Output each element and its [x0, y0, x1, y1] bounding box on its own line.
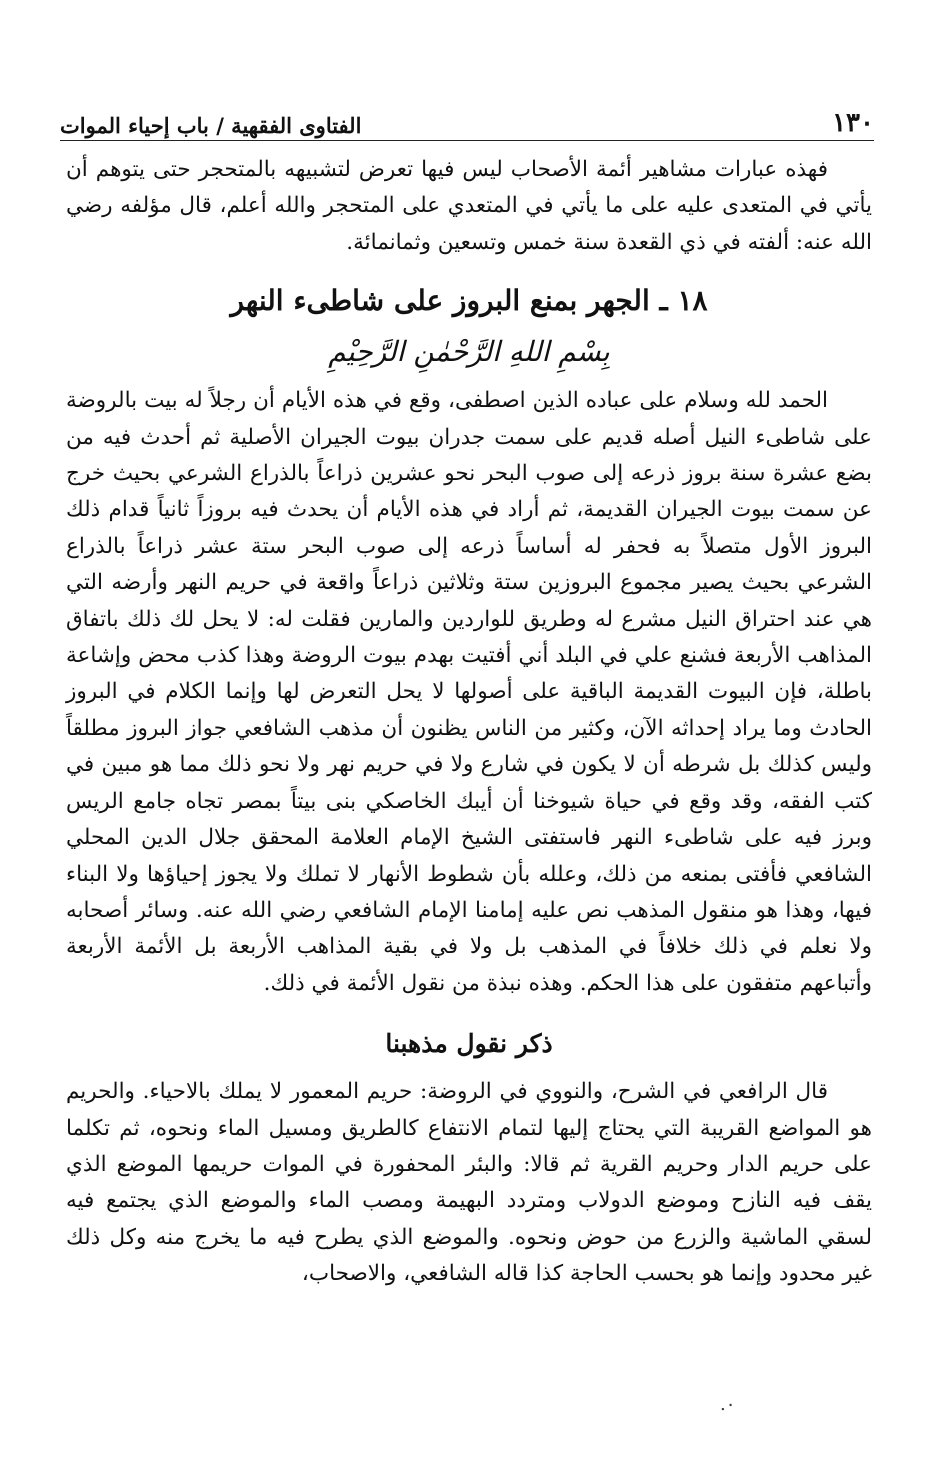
page-content [66, 152, 872, 1293]
page-number: ١٣٠ [832, 108, 874, 138]
section-heading: ١٨ ـ الجهر بمنع البروز على شاطىء النهر [230, 284, 708, 318]
final-paragraph: قال الرافعي في الشرح، والنووي في الروضة: حريم المعمور لا يملك بالاحياء. والحريم هو المواضع القريبة التي يحتاج إليها لتمام الانتفاع كالطريق ومسيل الماء ونحوه، ثم تكلما على حريم الدار وحريم القرية ثم قالا: والبئر المحفورة في الموات حريمها الموضع الذي يقف فيه النازح وموضع الدولاب ومتردد البهيمة ومصب الماء والموضع الذي يجتمع فيه لسقي الماشية والزرع من حوض ونحوه. والموضع الذي يطرح فيه ما يخرج منه وكل ذلك غير محدود وإنما هو بحسب الحاجة كذا قاله الشافعي، والاصحاب، [66, 1079, 872, 1287]
footer-mark: ٠. [720, 1394, 736, 1415]
running-title: الفتاوى الفقهية / باب إحياء الموات [60, 113, 362, 138]
subheading: ذكر نقول مذهبنا [385, 1029, 553, 1059]
intro-paragraph: فهذه عبارات مشاهير أئمة الأصحاب ليس فيها تعرض لتشبيهه بالمتحجر حتى يتوهم أن يأتي في المتعدى عليه على ما يأتي في المتعدي على المتحجر والله أعلم، قال مؤلفه رضي الله عنه: ألفته في ذي القعدة سنة خمس وتسعين وثمانمائة. [66, 157, 872, 255]
basmala-calligraphy: بِسْمِ اللهِ الرَّحْمٰنِ الرَّحِيْمِ [328, 335, 610, 369]
main-paragraph: الحمد لله وسلام على عباده الذين اصطفى، وقع في هذه الأيام أن رجلاً له بيت بالروضة على شاطىء النيل أصله قديم على سمت جدران بيوت الجيران الأصلية ثم أحدث فيه من بضع عشرة سنة بروز ذرعه إلى صوب البحر نحو عشرين ذراعاً بالذراع الشرعي بحيث خرج عن سمت بيوت الجيران القديمة، ثم أراد في هذه الأيام أن يحدث فيه بروزاً ثانياً قدام ذلك البروز الأول متصلاً به فحفر له أساساً ذرعه إلى صوب البحر ستة عشر ذراعاً بالذراع الشرعي بحيث يصير مجموع البروزين ستة وثلاثين ذراعاً واقعة في حريم النهر وأرضه التي هي عند احتراق النيل مشرع له وطريق للواردين والمارين فقلت له: لا يحل لك ذلك باتفاق المذاهب الأربعة فشنع علي في البلد أني أفتيت بهدم بيوت الروضة وهذا كذب محض وإشاعة باطلة، فإن البيوت القديمة الباقية على أصولها لا يحل التعرض لها وإنما الكلام في البروز الحادث وما يراد إحداثه الآن، وكثير من الناس يظنون أن مذهب الشافعي جواز البروز مطلقاً وليس كذلك بل شرطه أن لا يكون في شارع ولا في حريم نهر ولا نحو ذلك مما هو مبين في كتب الفقه، وقد وقع في حياة شيوخنا أن أيبك الخاصكي بنى بيتاً بمصر تجاه جامع الريس وبرز فيه على شاطىء النهر فاستفتى الشيخ الإمام العلامة المحقق جلال الدين المحلي الشافعي فأفتى بمنعه من ذلك، وعلله بأن شطوط الأنهار لا تملك ولا يجوز إحياؤها ولا البناء فيها، وهذا هو منقول المذهب نص عليه إمامنا الإمام الشافعي رضي الله عنه. وسائر أصحابه ولا نعلم في ذلك خلافاً في المذهب بل ولا في بقية المذاهب الأربعة بل الأئمة الأربعة وأتباعهم متفقون على هذا الحكم. وهذه نبذة من نقول الأئمة في ذلك. [66, 388, 872, 996]
page-header [60, 96, 874, 141]
